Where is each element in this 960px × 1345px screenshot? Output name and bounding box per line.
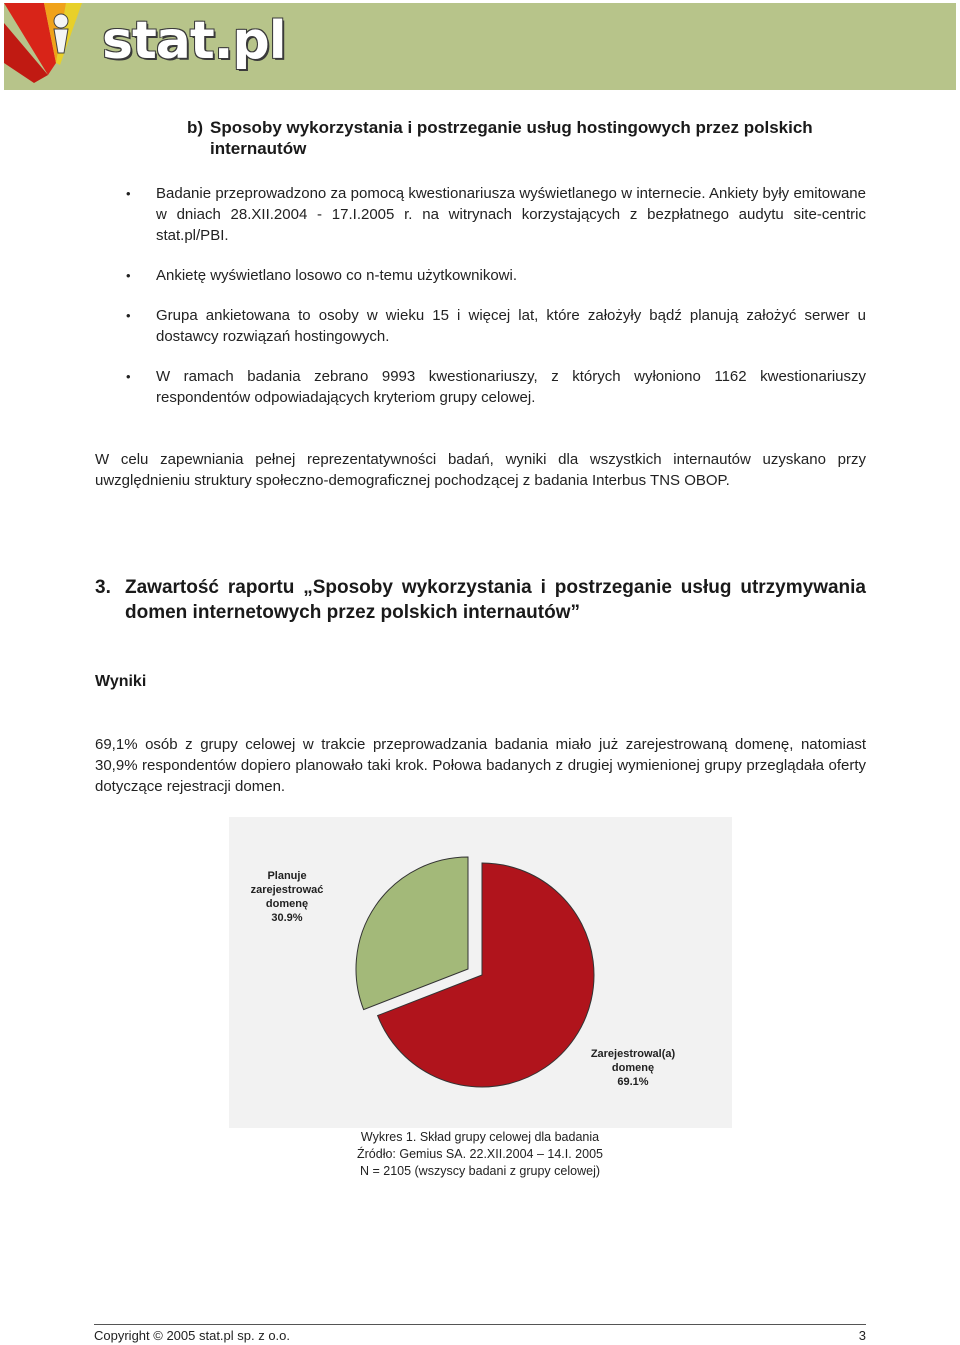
- section-b-title: Sposoby wykorzystania i postrzeganie usług hostingowych przez polskich internautów: [210, 118, 813, 158]
- chart-caption: [300, 1129, 660, 1180]
- pie-label-registered: Zarejestrowal(a) domenę 69.1%: [590, 1048, 676, 1088]
- footer-page-number: 3: [858, 1328, 866, 1343]
- caption-line-3: N = 2105 (wszyscy badani z grupy celowej): [359, 1164, 601, 1178]
- methodology-list: [126, 183, 866, 427]
- paragraph-results: 69,1% osób z grupy celowej w trakcie przeprowadzania badania miało już zarejestrowaną domenę, natomiast 30,9% respondentów dopiero planowało taki krok. Połowa badanych z drugiej wymienionej grupy przeglądała oferty dotyczące rejestracji domen.: [95, 736, 866, 795]
- list-item: • W ramach badania zebrano 9993 kwestionariuszy, z których wyłoniono 1162 kwestionariuszy respondentów odpowiadających kryteriom grupy celowej.: [126, 366, 866, 408]
- list-item: • Grupa ankietowana to osoby w wieku 15 i więcej lat, które założyły bądź planują założyć serwer u dostawcy rozwiązań hostingowych.: [126, 305, 866, 347]
- list-item: • Badanie przeprowadzono za pomocą kwestionariusza wyświetlanego w internecie. Ankiety były emitowane w dniach 28.XII.2004 - 17.I.2005 r. na witrynach korzystających z bezpłatnego audytu site-centric stat.pl/PBI.: [126, 183, 866, 246]
- paragraph-representativeness: W celu zapewniania pełnej reprezentatywności badań, wyniki dla wszystkich internautów uzyskano przy uwzględnieniu struktury społeczno-demograficznej pochodzącej z badania Interbus TNS OBOP.: [95, 451, 866, 489]
- logo-text: stat.pl: [102, 11, 286, 71]
- logo-mark-icon: [4, 3, 104, 90]
- pie-label-planning: Planuje zarejestrować domenę 30.9%: [250, 870, 324, 924]
- footer-copyright: Copyright © 2005 stat.pl sp. z o.o.: [94, 1328, 291, 1343]
- section-3-heading: [95, 575, 866, 625]
- section-3-number: 3.: [95, 577, 111, 598]
- caption-line-1: Wykres 1. Skład grupy celowej dla badania: [360, 1130, 600, 1144]
- section-b-heading: [187, 117, 877, 159]
- pie-chart: [229, 817, 732, 1128]
- section-3-title: Zawartość raportu „Sposoby wykorzystania i postrzeganie usług utrzymywania domen internetowych przez polskich internautów”: [125, 577, 866, 623]
- pie-chart-container: [229, 817, 732, 1128]
- footer-divider: [94, 1324, 866, 1325]
- results-heading: Wyniki: [95, 673, 147, 690]
- section-b-label: b): [187, 118, 204, 137]
- list-item: • Ankietę wyświetlano losowo co n-temu użytkownikowi.: [126, 265, 866, 286]
- caption-line-2: Źródło: Gemius SA. 22.XII.2004 – 14.I. 2005: [357, 1147, 603, 1161]
- header-banner: [4, 3, 956, 90]
